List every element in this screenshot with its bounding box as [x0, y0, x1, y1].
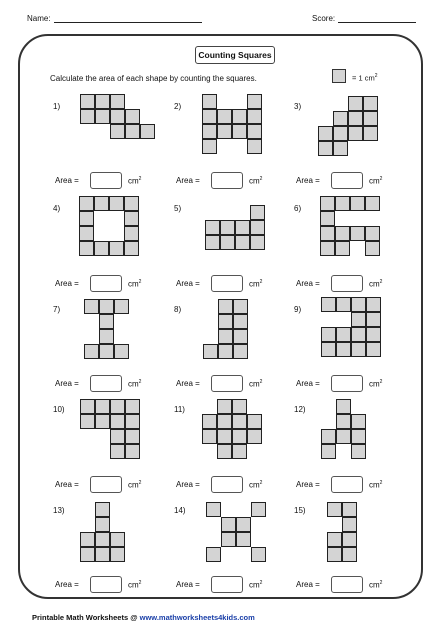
unit-square — [110, 109, 125, 124]
unit-square — [80, 547, 95, 562]
unit-square — [251, 502, 266, 517]
unit-square — [94, 196, 109, 211]
unit-text: cm — [249, 176, 260, 186]
area-label: Area = — [176, 176, 200, 185]
unit-square — [80, 532, 95, 547]
unit-square — [336, 399, 351, 414]
area-answer-box[interactable] — [90, 476, 122, 493]
unit-square — [114, 299, 129, 314]
unit-square — [218, 344, 233, 359]
unit-square — [110, 429, 125, 444]
unit-square — [124, 226, 139, 241]
unit-square — [99, 314, 114, 329]
problem-number: 6) — [294, 204, 302, 213]
unit-text: cm — [369, 279, 380, 289]
unit-square — [321, 444, 336, 459]
unit-square — [232, 414, 247, 429]
area-answer-box[interactable] — [90, 576, 122, 593]
unit-square-icon — [332, 69, 346, 83]
unit-square — [363, 111, 378, 126]
unit-exponent: 2 — [259, 379, 263, 385]
unit-square — [247, 414, 262, 429]
unit-square — [206, 502, 221, 517]
footer — [32, 613, 255, 622]
unit-square — [247, 139, 262, 154]
unit-square — [125, 414, 140, 429]
problem-number: 8) — [174, 305, 182, 314]
instruction-text: Calculate the area of each shape by counting the squares. — [50, 74, 257, 83]
area-answer-box[interactable] — [331, 476, 363, 493]
unit-square — [84, 344, 99, 359]
area-answer-box[interactable] — [90, 375, 122, 392]
problem-number: 15) — [294, 506, 306, 515]
unit-square — [110, 444, 125, 459]
unit-square — [365, 241, 380, 256]
unit-square — [336, 327, 351, 342]
unit-square — [333, 126, 348, 141]
unit-square — [110, 414, 125, 429]
unit-square — [232, 109, 247, 124]
area-label: Area = — [296, 580, 320, 589]
unit-square — [321, 327, 336, 342]
unit-square — [351, 327, 366, 342]
unit-square — [217, 444, 232, 459]
unit-label — [369, 580, 382, 590]
unit-text: cm — [369, 480, 380, 490]
area-label: Area = — [55, 279, 79, 288]
unit-square — [125, 124, 140, 139]
unit-exponent: 2 — [259, 279, 263, 285]
unit-exponent: 2 — [259, 580, 263, 586]
unit-square — [80, 414, 95, 429]
name-label: Name: — [27, 14, 51, 23]
unit-square — [217, 399, 232, 414]
area-answer-box[interactable] — [211, 172, 243, 189]
unit-square — [366, 342, 381, 357]
problem-number: 2) — [174, 102, 182, 111]
unit-square — [336, 297, 351, 312]
unit-label — [128, 176, 141, 186]
unit-square — [109, 241, 124, 256]
unit-square — [202, 94, 217, 109]
unit-square — [365, 226, 380, 241]
unit-text: cm — [128, 279, 139, 289]
unit-square — [320, 226, 335, 241]
unit-square — [327, 532, 342, 547]
unit-square — [247, 94, 262, 109]
area-answer-box[interactable] — [331, 275, 363, 292]
unit-square — [232, 444, 247, 459]
unit-square — [321, 429, 336, 444]
score-label: Score: — [312, 14, 336, 23]
area-label: Area = — [55, 379, 79, 388]
unit-square — [125, 429, 140, 444]
unit-text: cm — [128, 580, 139, 590]
unit-square — [79, 226, 94, 241]
unit-square — [124, 241, 139, 256]
area-label: Area = — [296, 379, 320, 388]
unit-label — [369, 279, 382, 289]
area-answer-box[interactable] — [211, 375, 243, 392]
unit-square — [233, 314, 248, 329]
unit-exponent: 2 — [138, 176, 142, 182]
unit-square — [95, 414, 110, 429]
area-label: Area = — [176, 279, 200, 288]
area-answer-box[interactable] — [211, 275, 243, 292]
unit-square — [202, 139, 217, 154]
legend-value: = 1 cm — [352, 73, 375, 83]
unit-square — [250, 220, 265, 235]
unit-square — [348, 96, 363, 111]
unit-label — [128, 580, 141, 590]
unit-square — [342, 547, 357, 562]
unit-square — [206, 547, 221, 562]
unit-square — [140, 124, 155, 139]
unit-square — [327, 547, 342, 562]
unit-square — [327, 502, 342, 517]
unit-square — [236, 517, 251, 532]
unit-square — [110, 547, 125, 562]
unit-square — [79, 241, 94, 256]
problem-number: 9) — [294, 305, 302, 314]
unit-text: cm — [128, 480, 139, 490]
unit-square — [205, 220, 220, 235]
unit-square — [320, 211, 335, 226]
unit-text: cm — [128, 176, 139, 186]
unit-square — [220, 235, 235, 250]
unit-square — [218, 329, 233, 344]
problem-number: 1) — [53, 102, 61, 111]
unit-square — [109, 196, 124, 211]
unit-square — [335, 196, 350, 211]
unit-square — [366, 312, 381, 327]
unit-square — [95, 109, 110, 124]
unit-square — [233, 329, 248, 344]
unit-square — [348, 111, 363, 126]
unit-label — [249, 480, 262, 490]
problem-number: 7) — [53, 305, 61, 314]
unit-square — [335, 226, 350, 241]
area-label: Area = — [55, 480, 79, 489]
problem-number: 11) — [174, 405, 185, 414]
area-label: Area = — [296, 279, 320, 288]
unit-square — [320, 196, 335, 211]
unit-square — [342, 502, 357, 517]
unit-square — [363, 126, 378, 141]
score-line[interactable] — [338, 22, 416, 23]
area-answer-box[interactable] — [90, 172, 122, 189]
unit-square — [247, 429, 262, 444]
unit-text: cm — [249, 480, 260, 490]
unit-exponent: 2 — [379, 279, 383, 285]
unit-square — [236, 532, 251, 547]
problem-number: 10) — [53, 405, 65, 414]
unit-exponent: 2 — [379, 580, 383, 586]
unit-square — [79, 211, 94, 226]
unit-square — [235, 235, 250, 250]
unit-square — [99, 344, 114, 359]
unit-square — [217, 124, 232, 139]
unit-exponent: 2 — [138, 379, 142, 385]
unit-square — [114, 344, 129, 359]
unit-text: cm — [369, 379, 380, 389]
unit-square — [95, 547, 110, 562]
unit-label — [128, 279, 141, 289]
unit-square — [218, 299, 233, 314]
unit-square — [217, 414, 232, 429]
unit-square — [235, 220, 250, 235]
unit-exponent: 2 — [379, 379, 383, 385]
problem-number: 14) — [174, 506, 186, 515]
unit-text: cm — [369, 580, 380, 590]
problem-number: 4) — [53, 204, 61, 213]
unit-square — [363, 96, 378, 111]
unit-square — [205, 235, 220, 250]
unit-square — [217, 109, 232, 124]
unit-exponent: 2 — [259, 480, 263, 486]
area-answer-box[interactable] — [211, 476, 243, 493]
unit-square — [247, 124, 262, 139]
area-answer-box[interactable] — [90, 275, 122, 292]
unit-square — [351, 312, 366, 327]
unit-square — [350, 226, 365, 241]
unit-label — [249, 580, 262, 590]
unit-exponent: 2 — [259, 176, 263, 182]
area-label: Area = — [176, 580, 200, 589]
unit-exponent: 2 — [138, 580, 142, 586]
unit-square — [125, 444, 140, 459]
unit-square — [110, 124, 125, 139]
problem-number: 3) — [294, 102, 302, 111]
unit-exponent: 2 — [138, 279, 142, 285]
legend-exponent: 2 — [374, 73, 378, 79]
unit-square — [366, 297, 381, 312]
unit-square — [110, 94, 125, 109]
unit-square — [221, 517, 236, 532]
unit-square — [110, 399, 125, 414]
unit-square — [366, 327, 381, 342]
area-label: Area = — [176, 379, 200, 388]
unit-square — [99, 329, 114, 344]
problem-number: 13) — [53, 506, 65, 515]
unit-text: cm — [369, 176, 380, 186]
unit-square — [250, 235, 265, 250]
unit-label — [249, 279, 262, 289]
name-field — [27, 14, 202, 23]
unit-square — [95, 532, 110, 547]
unit-square — [351, 297, 366, 312]
unit-square — [336, 414, 351, 429]
unit-text: cm — [249, 379, 260, 389]
unit-text: cm — [249, 279, 260, 289]
unit-label — [369, 176, 382, 186]
unit-square — [321, 297, 336, 312]
unit-square — [95, 517, 110, 532]
unit-square — [217, 429, 232, 444]
unit-square — [365, 196, 380, 211]
unit-square — [202, 414, 217, 429]
unit-square — [124, 196, 139, 211]
unit-square — [247, 109, 262, 124]
unit-square — [202, 109, 217, 124]
unit-exponent: 2 — [138, 480, 142, 486]
unit-square — [202, 429, 217, 444]
unit-label — [249, 176, 262, 186]
unit-square — [351, 414, 366, 429]
unit-square — [333, 111, 348, 126]
problem-number: 5) — [174, 204, 182, 213]
area-label: Area = — [55, 176, 79, 185]
area-answer-box[interactable] — [211, 576, 243, 593]
unit-exponent: 2 — [379, 176, 383, 182]
unit-square — [233, 299, 248, 314]
area-label: Area = — [296, 176, 320, 185]
unit-text: cm — [249, 580, 260, 590]
unit-square — [321, 342, 336, 357]
unit-label — [369, 480, 382, 490]
area-label: Area = — [55, 580, 79, 589]
unit-square — [250, 205, 265, 220]
worksheet-title: Counting Squares — [195, 46, 275, 64]
unit-square — [203, 344, 218, 359]
unit-square — [233, 344, 248, 359]
unit-text: cm — [128, 379, 139, 389]
unit-square — [202, 124, 217, 139]
unit-square — [342, 517, 357, 532]
unit-square — [232, 399, 247, 414]
unit-square — [351, 444, 366, 459]
unit-square — [342, 532, 357, 547]
unit-square — [335, 241, 350, 256]
unit-square — [79, 196, 94, 211]
unit-square — [124, 211, 139, 226]
unit-square — [251, 547, 266, 562]
unit-square — [221, 532, 236, 547]
unit-square — [220, 220, 235, 235]
unit-square — [351, 342, 366, 357]
unit-square — [318, 141, 333, 156]
area-answer-box[interactable] — [331, 576, 363, 593]
unit-square — [318, 126, 333, 141]
unit-square — [80, 109, 95, 124]
unit-square — [218, 314, 233, 329]
unit-square — [336, 429, 351, 444]
unit-square — [125, 109, 140, 124]
area-answer-box[interactable] — [331, 172, 363, 189]
legend-text — [352, 73, 378, 83]
unit-square — [84, 299, 99, 314]
unit-square — [351, 429, 366, 444]
unit-square — [110, 532, 125, 547]
unit-square — [333, 141, 348, 156]
problem-number: 12) — [294, 405, 306, 414]
footer-link[interactable]: www.mathworksheets4kids.com — [139, 613, 255, 622]
unit-label — [369, 379, 382, 389]
unit-square — [336, 342, 351, 357]
unit-label — [249, 379, 262, 389]
unit-square — [80, 399, 95, 414]
unit-square — [99, 299, 114, 314]
unit-square — [95, 94, 110, 109]
score-field — [312, 14, 416, 23]
footer-text: Printable Math Worksheets @ — [32, 613, 140, 622]
name-line[interactable] — [54, 22, 202, 23]
unit-square — [348, 126, 363, 141]
unit-label — [128, 480, 141, 490]
unit-square — [350, 196, 365, 211]
area-answer-box[interactable] — [331, 375, 363, 392]
area-label: Area = — [176, 480, 200, 489]
unit-square — [125, 399, 140, 414]
unit-label — [128, 379, 141, 389]
area-label: Area = — [296, 480, 320, 489]
unit-square — [232, 429, 247, 444]
unit-square — [80, 94, 95, 109]
unit-square — [232, 124, 247, 139]
unit-exponent: 2 — [379, 480, 383, 486]
unit-square — [95, 502, 110, 517]
unit-square — [320, 241, 335, 256]
unit-square — [94, 241, 109, 256]
unit-square — [95, 399, 110, 414]
